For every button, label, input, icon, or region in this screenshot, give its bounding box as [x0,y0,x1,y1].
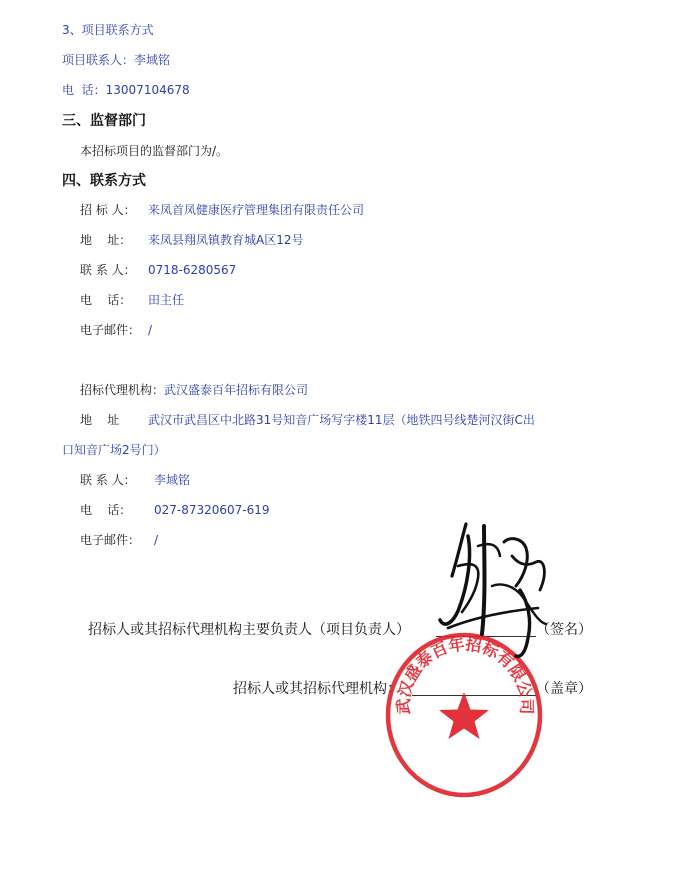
agency-phone-label: 电 话： [80,503,132,517]
agency-name-label: 招标代理机构： [80,383,165,397]
tenderer-contact-label: 联 系 人： [80,263,136,277]
agency-address-line2: 口知音广场2号门） [62,443,166,457]
project-phone-label: 电 话： [62,83,106,97]
agency-address-label: 地 址 [80,413,120,427]
agency-address-row [80,412,535,428]
section3-item: 3、项目联系方式 [62,23,154,37]
agency-name-row [80,382,308,398]
seal-hint: （盖章） [536,681,592,697]
tenderer-name-label: 招 标 人： [80,203,136,217]
tenderer-name-row [80,202,364,218]
agency-contact: 李域铭 [154,473,191,487]
project-contact-label: 项目联系人： [62,53,135,67]
agency-contact-label: 联 系 人： [80,473,136,487]
section-contact-heading: 四、联系方式 [62,173,146,189]
tenderer-address: 来凤县翔凤镇教育城A区12号 [148,233,304,247]
agency-phone: 027-87320607-619 [154,503,270,517]
tenderer-contact-row [80,262,236,278]
project-contact-value: 李域铭 [134,53,171,67]
tenderer-phone-label: 电 话： [80,293,132,307]
agency-email-row [80,532,158,548]
tenderer-address-row [80,232,303,248]
tenderer-name: 来凤首凤健康医疗管理集团有限责任公司 [148,203,365,217]
seal-label: 招标人或其招标代理机构： [233,681,401,697]
tenderer-email-label: 电子邮件： [80,323,141,337]
agency-email: / [154,533,159,547]
section-supervision-heading: 三、监督部门 [62,113,146,129]
handwritten-signature [428,516,558,668]
tenderer-phone-row [80,292,184,308]
agency-contact-row [80,472,190,488]
supervision-text: 本招标项目的监督部门为/。 [80,144,229,158]
agency-phone-row [80,502,270,518]
tenderer-email: / [148,323,153,337]
sign-hint: （签名） [536,622,592,638]
agency-name: 武汉盛泰百年招标有限公司 [164,383,309,397]
tenderer-phone: 田主任 [148,293,185,307]
project-phone-row [62,82,190,98]
seal-text: 武汉盛泰百年招标有限公司 [393,634,537,715]
project-phone-value: 13007104678 [105,83,190,97]
responsible-person-label: 招标人或其招标代理机构主要负责人（项目负责人） [88,622,410,638]
agency-address-line1: 武汉市武昌区中北路31号知音广场写字楼11层（地铁四号线楚河汉街C出 [148,413,535,427]
tenderer-address-label: 地 址： [80,233,132,247]
agency-email-label: 电子邮件： [80,533,141,547]
tenderer-contact: 0718-6280567 [148,263,237,277]
project-contact-row [62,52,170,68]
tenderer-email-row [80,322,152,338]
